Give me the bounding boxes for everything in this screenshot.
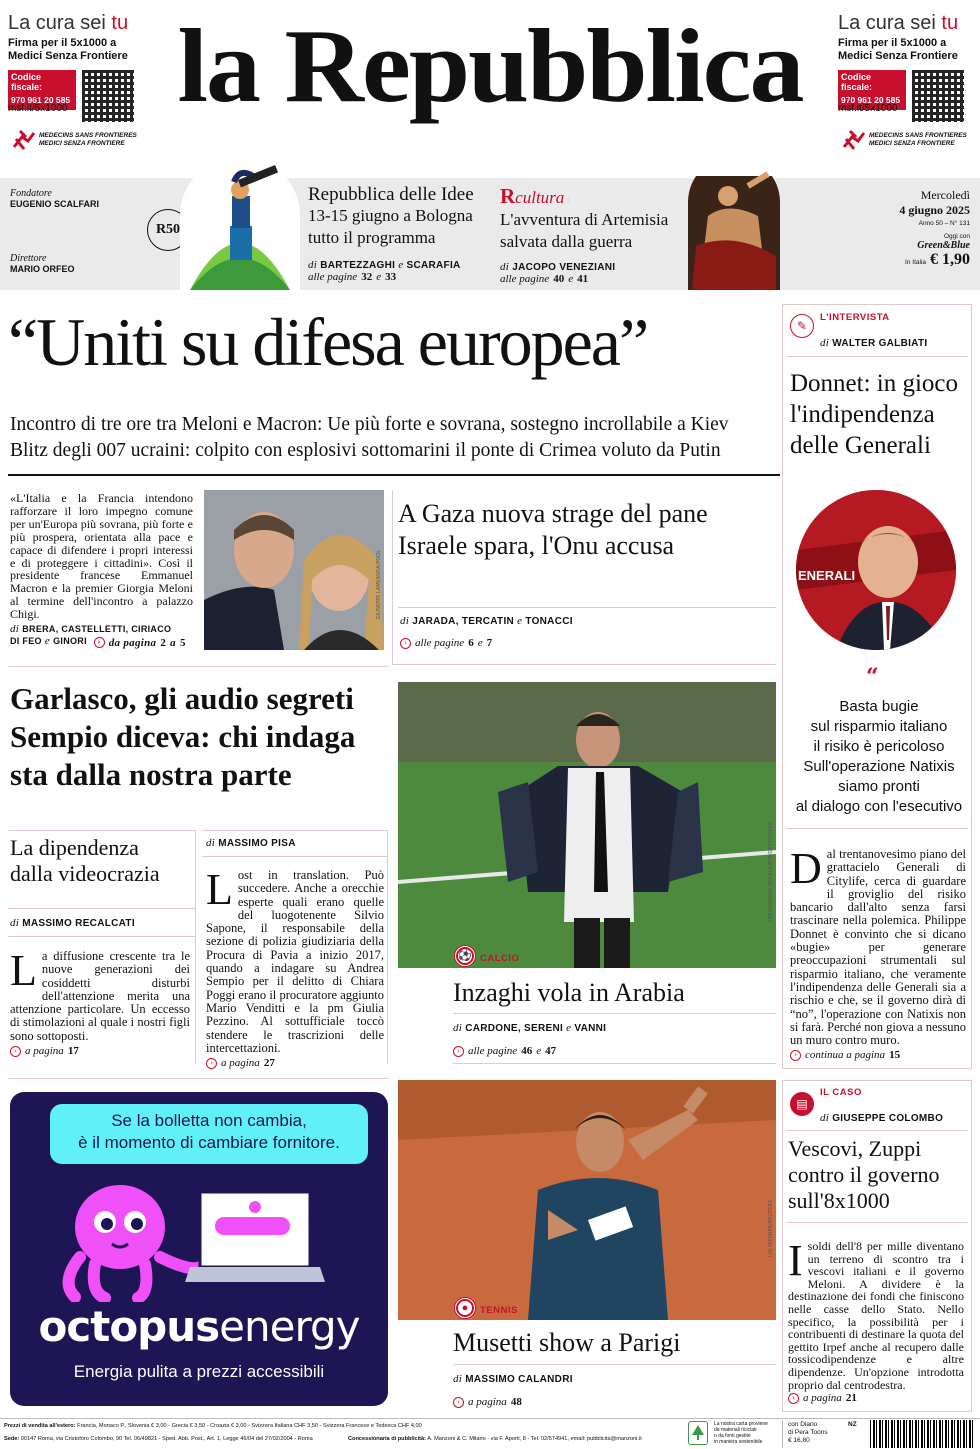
msf-running-man-icon	[840, 127, 866, 153]
macron-meloni-photo[interactable]	[204, 490, 384, 650]
pisa-byline: di MASSIMO PISA	[206, 837, 296, 849]
msf-cf-value: 970 961 20 585	[841, 95, 901, 105]
lead-body-col	[10, 492, 193, 649]
lead-photo-credit: GIUSEPPE LAMI/ANSA/POOL	[376, 550, 382, 620]
director-label: Direttore	[10, 253, 47, 264]
msf-cf-label: Codice fiscale:	[841, 72, 873, 92]
interview-byline: di WALTER GALBIATI	[820, 337, 928, 349]
calcio-page-ref[interactable]: › alle pagine 46 e 47	[453, 1045, 556, 1057]
footer-prices: Prezzi di vendita all'estero: Francia, Monaco P., Slovenia € 3,00 - Grecia € 3,50 - Croazia € 3,00 - Svizzera Italiana CHF 3,50 - Svizzera Francese e Tedesca CHF 4,00	[4, 1423, 422, 1429]
msf-org2: MEDICI SENZA FRONTIERE	[869, 140, 955, 147]
masthead-title[interactable]: la Repubblica	[177, 8, 803, 124]
idee-line3: tutto il programma	[308, 228, 436, 247]
calcio-headline[interactable]: Inzaghi vola in Arabia	[453, 978, 685, 1007]
arrow-right-icon: ›	[453, 1397, 464, 1408]
interview-rule	[786, 356, 968, 357]
founder-name: EUGENIO SCALFARI	[10, 199, 100, 209]
telescope-woman-icon	[180, 156, 300, 290]
gaza-headline-2: Israele spara, l'Onu accusa	[398, 531, 675, 560]
edition-code: NZ	[848, 1421, 857, 1428]
octopus-mascot-icon	[50, 1172, 350, 1302]
garlasco-top-rule	[8, 666, 388, 667]
painting-icon	[688, 156, 780, 290]
msf-line2: Firma per il 5x1000 a	[8, 37, 117, 49]
interview-rule-2	[786, 828, 968, 829]
pefc-text: La nostra carta proviene da materiali riciclati o da fonti gestite in maniera sostenibile	[714, 1421, 768, 1445]
cultura-logo: Rcultura	[500, 184, 565, 208]
arrow-right-icon: ›	[206, 1058, 217, 1069]
artemisia-painting[interactable]	[688, 156, 780, 290]
msf-slogan-accent: tu	[111, 12, 129, 34]
pisa-body-block	[206, 865, 384, 1070]
tennis-player-photo-icon	[398, 1080, 776, 1320]
founder-block	[10, 188, 99, 209]
msf-logo	[8, 124, 148, 162]
gaza-story[interactable]	[398, 498, 773, 562]
pefc-logo-icon	[688, 1421, 708, 1445]
tennis-headline[interactable]: Musetti show a Parigi	[453, 1328, 681, 1357]
date-value: 4 giugno 2025	[899, 203, 970, 217]
ad-top-rule	[8, 1078, 388, 1079]
tennis-tag: TENNIS	[480, 1305, 518, 1316]
idee-teaser[interactable]	[308, 184, 488, 283]
lead-subhead-2[interactable]: Blitz degli 007 ucraini: colpito con esplosivi sottomarini il ponte di Crimea voluto da Putin	[10, 440, 721, 461]
interview-headline[interactable]: Donnet: in gioco l'indipendenza delle Generali	[790, 370, 959, 459]
msf-org2: MEDICI SENZA FRONTIERE	[39, 140, 125, 147]
qr-code-icon[interactable]	[82, 70, 134, 122]
calcio-byline: di CARDONE, SERENI e VANNI	[453, 1022, 607, 1034]
idee-line1: Repubblica delle Idee	[308, 184, 474, 205]
caso-rule	[786, 1130, 968, 1131]
footer-rule	[0, 1418, 980, 1419]
idee-illustration[interactable]	[180, 156, 300, 290]
caso-body-block	[788, 1236, 964, 1405]
price-value: € 1,90	[930, 251, 970, 268]
gaza-rule	[398, 607, 776, 608]
lead-page-ref[interactable]: › da pagina 2 a 5	[94, 637, 186, 649]
footer-divider	[782, 1420, 783, 1448]
msf-line2: Firma per il 5x1000 a	[838, 37, 947, 49]
gaza-byline: di JARADA, TERCATIN e TONACCI	[400, 615, 573, 627]
lead-subhead-1[interactable]: Incontro di tre ore tra Meloni e Macron: Ue più forte e sovrana, sostegno incrollabile a Kiev	[10, 414, 729, 435]
msf-slogan: La cura sei	[8, 12, 112, 34]
ad-brand: octopusenergy	[38, 1302, 360, 1351]
donnet-photo[interactable]	[796, 490, 956, 650]
idee-page-ref[interactable]: alle pagine 32 e 33	[308, 271, 397, 283]
founder-label: Fondatore	[10, 188, 52, 199]
arrow-right-icon: ›	[453, 1046, 464, 1057]
interview-body-block	[790, 844, 966, 1062]
pisa-rule	[202, 856, 388, 857]
quote-icon: “	[866, 664, 879, 690]
calcio-tag: CALCIO	[480, 953, 520, 964]
lead-headline[interactable]: “Uniti su difesa europea”	[8, 304, 648, 380]
arrow-right-icon: ›	[10, 1046, 21, 1057]
ad-tagline: Energia pulita a prezzi accessibili	[73, 1362, 325, 1381]
arrow-right-icon: ›	[790, 1050, 801, 1061]
msf-logo	[838, 124, 978, 162]
musetti-photo[interactable]	[398, 1080, 776, 1320]
tennis-byline: di MASSIMO CALANDRI	[453, 1373, 573, 1385]
issue-number: Anno 50 – N° 131	[918, 220, 970, 227]
msf-ad-left[interactable]	[8, 12, 148, 162]
idee-line2: 13-15 giugno a Bologna	[308, 206, 473, 225]
caso-body: I soldi dell'8 per mille diventano un terreno di scontro tra i vescovi italiani e il governo Meloni. A dividere è la destinazione dei fondi che finiscono nelle casse dello Stato. Nello specifico, la possibilità per i contribuenti di destinare la quota del gettito Irpef anche al recupero dalle tossicodipendenze e altre dipendenze. Un'opzione introdotta proprio dal centrodestra.	[788, 1236, 964, 1392]
interview-page-ref[interactable]: › continua a pagina 15	[790, 1049, 966, 1061]
tennis-page-ref[interactable]: › a pagina 48	[453, 1396, 522, 1408]
cultura-teaser[interactable]	[500, 184, 690, 285]
cultura-page-ref[interactable]: alle pagine 40 e 41	[500, 273, 589, 285]
pen-icon: ✎	[790, 314, 814, 338]
cultura-line1: L'avventura di Artemisia	[500, 210, 669, 229]
pisa-body: Lost in translation. Può succedere. Anche a orecchie esperte quali erano quelle del luogotenente Silvio Sapone, il responsabile della sezione di polizia giudiziaria della Procura di Pavia a inizio 2017, quando a indagare su Andrea Sempio per il delitto di Chiara Poggi erano il procuratore aggiunto Mario Venditti e la pm Giulia Pezzino. Al sottufficiale toccò stendere le trascrizioni delle intercettazioni.	[206, 865, 384, 1055]
gaza-page-ref[interactable]: › alle pagine 6 e 7	[400, 637, 492, 649]
lead-body: «L'Italia e la Francia intendono rafforzare il loro impegno comune per un'Europa più sovrana, più forte e più prospera, orientata alla pace e capace di difendere i propri interessi e di proteggere i cittadini». Così il presidente francese Emmanuel Macron e la premier Giorgia Meloni al termine dell'incontro a palazzo Chigi.	[10, 491, 193, 622]
msf-url[interactable]: msf.it/5x1000	[8, 103, 68, 114]
director-block	[10, 253, 75, 274]
recalcati-body-block	[10, 946, 190, 1058]
info-bar	[0, 178, 980, 290]
football-icon: ⚽	[456, 947, 474, 965]
director-name: MARIO ORFEO	[10, 264, 75, 274]
photo-people-icon	[204, 490, 384, 650]
msf-org1: MEDECINS SANS FRONTIERES	[869, 132, 967, 139]
footer-sede: Sede: 00147 Roma, via Cristoforo Colombo, 90 Tel. 06/49821 - Sped. Abb. Post., Art. 1, Legge 46/04 del 27/02/2004 - Roma	[4, 1436, 313, 1442]
msf-slogan-accent: tu	[941, 12, 959, 34]
recalcati-page-ref[interactable]: › a pagina 17	[10, 1045, 190, 1057]
lead-byline: di BRERA, CASTELLETTI, CIRIACO DI FEO e GINORI › da pagina 2 a 5	[10, 623, 186, 649]
recalcati-headline[interactable]: La dipendenza dalla videocrazia	[10, 835, 160, 886]
caso-tag: IL CASO	[820, 1087, 862, 1098]
barcode-icon	[870, 1420, 974, 1448]
msf-ad-right[interactable]	[838, 12, 978, 162]
interview-body: Dal trentanovesimo piano del grattacielo Generali di Citylife, cerca di guardare il groviglio del risiko bancario dall'alto senza farsi trascinare nella polemica. Philippe Donnet è convinto che si dicano «bugie» per generare preoccupazioni strumentali sul risparmio italiano, che veramente l'indipendenza delle Generali sia a rischio e che, se il governo dirà di “no”, l'operazione con Natixis non si farà. Perché non giova a nessuno un muro contro muro.	[790, 844, 966, 1048]
tennis-rule	[453, 1364, 776, 1365]
caso-rule-2	[786, 1222, 968, 1223]
msf-line3: Medici Senza Frontiere	[8, 50, 128, 62]
date-block	[899, 188, 970, 269]
green-blue-label: Green&Blue	[917, 240, 970, 251]
msf-cf-label: Codice fiscale:	[11, 72, 43, 92]
recalcati-body: La diffusione crescente tra le nuove generazioni dei cosiddetti disturbi dell'attenzione merita una attenzione particolare. Un eccesso di stimolazioni al quale i nostri figli sono sottoposti.	[10, 946, 190, 1043]
ad-speech-bubble: Se la bolletta non cambia, è il momento di cambiare fornitore.	[50, 1104, 368, 1164]
lead-divider	[8, 474, 780, 476]
footer-advertising: Concessionaria di pubblicità: A. Manzoni & C. Milano - via F. Aporti, 8 - Tel. 02/574941, email: pubblicita@manzoni.it	[348, 1436, 642, 1442]
msf-cf-value: 970 961 20 585	[11, 95, 71, 105]
price-label: In Italia	[905, 259, 926, 266]
r50-badge: R50	[147, 209, 189, 251]
tennis-photo-credit: LISI NIESNER/REUTERS	[768, 1200, 774, 1258]
recalcati-byline: di MASSIMO RECALCATI	[10, 917, 135, 929]
inzaghi-photo[interactable]	[398, 682, 776, 968]
speech-bubble-icon: ▤	[790, 1092, 814, 1116]
calcio-rule	[453, 1013, 776, 1014]
arrow-right-icon: ›	[788, 1393, 799, 1404]
calcio-rule-2	[453, 1063, 776, 1064]
calcio-photo-credit: FREDDIMANN VOGEL/UEFA/GETTY/CASA	[768, 822, 774, 922]
msf-url[interactable]: msf.it/5x1000	[838, 103, 898, 114]
recalcati-rule-2	[8, 936, 196, 937]
msf-org1: MEDECINS SANS FRONTIERES	[39, 132, 137, 139]
octopus-ad[interactable]	[10, 1092, 388, 1406]
diario-promo: con Diario di Pera Toons € 16,80	[788, 1421, 828, 1444]
caso-page-ref[interactable]: › a pagina 21	[788, 1392, 964, 1404]
oggi-con: Oggi con	[943, 233, 970, 240]
msf-running-man-icon	[10, 127, 36, 153]
garlasco-headline[interactable]: Garlasco, gli audio segreti Sempio diceva: chi indaga sta dalla nostra parte	[10, 681, 356, 792]
pisa-page-ref[interactable]: › a pagina 27	[206, 1057, 384, 1069]
gaza-headline-1: A Gaza nuova strage del pane	[398, 499, 708, 528]
caso-headline[interactable]: Vescovi, Zuppi contro il governo sull'8x1000	[788, 1136, 940, 1213]
cultura-line2: salvata dalla guerra	[500, 232, 633, 251]
msf-line3: Medici Senza Frontiere	[838, 50, 958, 62]
date-day: Mercoledì	[920, 188, 970, 202]
caso-byline: di GIUSEPPE COLOMBO	[820, 1112, 944, 1124]
qr-code-icon[interactable]	[912, 70, 964, 122]
msf-slogan: La cura sei	[838, 12, 942, 34]
interview-quote: Basta bugie sul risparmio italiano il risiko è pericoloso Sull'operazione Natixis siamo pronti al dialogo con l'esecutivo	[795, 698, 963, 815]
interview-tag: L'INTERVISTA	[820, 312, 890, 323]
idee-byline: di BARTEZZAGHI e SCARAFIA	[308, 259, 461, 271]
generali-sign: ENERALI	[798, 568, 856, 583]
arrow-right-icon: ›	[94, 637, 105, 648]
recalcati-rule	[8, 908, 196, 909]
tennis-ball-icon: ●	[456, 1299, 474, 1317]
arrow-right-icon: ›	[400, 638, 411, 649]
cultura-byline: di JACOPO VENEZIANI	[500, 261, 616, 273]
coach-photo-icon	[398, 682, 776, 968]
